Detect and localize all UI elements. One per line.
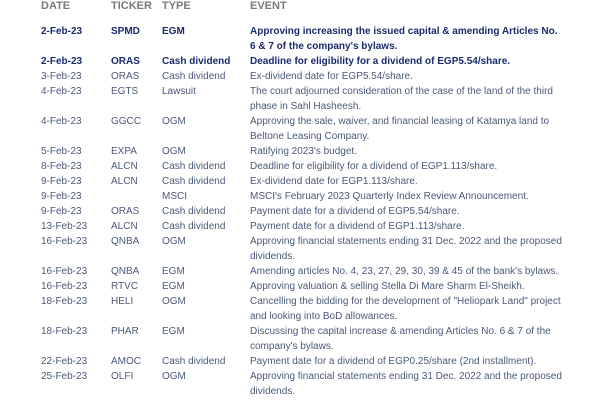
table-row (0, 174, 607, 189)
row-event: Approving the sale, waiver, and financial leasing of Katamya land to Beltone Leasing Company. (250, 116, 550, 142)
table-row (0, 54, 607, 69)
row-event: Discussing the capital increase & amending Articles No. 6 & 7 of the company's bylaws. (250, 326, 551, 352)
row-type: OGM (162, 296, 186, 307)
row-ticker: HELI (111, 296, 134, 307)
row-ticker: RTVC (111, 281, 139, 292)
row-ticker: ORAS (111, 206, 140, 217)
row-date: 4-Feb-23 (41, 116, 82, 127)
row-event: Payment date for a dividend of EGP1.113/share. (250, 221, 465, 232)
row-event: Ratifying 2023's budget. (250, 146, 357, 157)
header-event: EVENT (250, 0, 287, 12)
row-date: 8-Feb-23 (41, 161, 82, 172)
row-date: 5-Feb-23 (41, 146, 82, 157)
row-ticker: SPMD (111, 26, 140, 37)
row-date: 2-Feb-23 (41, 56, 83, 67)
row-ticker: EGTS (111, 86, 139, 97)
row-type: Cash dividend (162, 56, 231, 67)
table-row (0, 204, 607, 219)
row-event: MSCI's February 2023 Quarterly Index Review Announcement. (250, 191, 529, 202)
row-ticker: ALCN (111, 221, 138, 232)
row-ticker: QNBA (111, 236, 140, 247)
table-row (0, 294, 607, 324)
table-header (0, 0, 607, 14)
row-ticker: EXPA (111, 146, 137, 157)
row-type: MSCI (162, 191, 187, 202)
table-row (0, 369, 607, 399)
row-event: Payment date for a dividend of EGP0.25/share (2nd installment). (250, 356, 537, 367)
table-row (0, 264, 607, 279)
table-row (0, 324, 607, 354)
row-event: Approving financial statements ending 31 Dec. 2022 and the proposed dividends. (250, 236, 562, 262)
row-date: 2-Feb-23 (41, 26, 83, 37)
header-ticker: TICKER (111, 0, 152, 12)
row-type: Lawsuit (162, 86, 196, 97)
table-row (0, 114, 607, 144)
row-date: 16-Feb-23 (41, 281, 88, 292)
table-row (0, 189, 607, 204)
row-event: Amending articles No. 4, 23, 27, 29, 30, 39 & 45 of the bank's bylaws. (250, 266, 559, 277)
row-event: Approving financial statements ending 31 Dec. 2022 and the proposed dividends. (250, 371, 562, 397)
row-type: Cash dividend (162, 221, 226, 232)
row-type: Cash dividend (162, 206, 226, 217)
row-event: The court adjourned consideration of the case of the land of the third phase in Sahl Hasheesh. (250, 86, 553, 112)
row-type: Cash dividend (162, 71, 226, 82)
row-event: Ex-dividend date for EGP5.54/share. (250, 71, 413, 82)
row-event: Payment date for a dividend of EGP5.54/share. (250, 206, 460, 217)
row-type: EGM (162, 266, 185, 277)
header-date: DATE (41, 0, 71, 12)
row-type: Cash dividend (162, 176, 226, 187)
row-date: 9-Feb-23 (41, 176, 82, 187)
row-type: Cash dividend (162, 356, 226, 367)
row-date: 16-Feb-23 (41, 266, 88, 277)
row-event: Deadline for eligibility for a dividend of EGP5.54/share. (250, 56, 511, 67)
table-row (0, 69, 607, 84)
row-type: Cash dividend (162, 161, 226, 172)
row-type: EGM (162, 281, 185, 292)
row-ticker: QNBA (111, 266, 140, 277)
row-type: OGM (162, 146, 186, 157)
table-row (0, 234, 607, 264)
table-row (0, 84, 607, 114)
row-type: EGM (162, 26, 185, 37)
row-type: EGM (162, 326, 185, 337)
row-ticker: GGCC (111, 116, 141, 127)
row-date: 16-Feb-23 (41, 236, 88, 247)
row-date: 3-Feb-23 (41, 71, 82, 82)
row-ticker: ALCN (111, 176, 138, 187)
row-date: 9-Feb-23 (41, 206, 82, 217)
row-ticker: AMOC (111, 356, 141, 367)
row-date: 18-Feb-23 (41, 326, 88, 337)
row-date: 4-Feb-23 (41, 86, 82, 97)
row-date: 13-Feb-23 (41, 221, 88, 232)
table-row (0, 279, 607, 294)
row-ticker: PHAR (111, 326, 139, 337)
table-row (0, 354, 607, 369)
table-row (0, 24, 607, 54)
row-event: Deadline for eligibility for a dividend of EGP1.113/share. (250, 161, 498, 172)
row-date: 18-Feb-23 (41, 296, 88, 307)
table-row (0, 159, 607, 174)
row-ticker: ALCN (111, 161, 138, 172)
row-date: 9-Feb-23 (41, 191, 82, 202)
row-type: OGM (162, 116, 186, 127)
row-event: Approving increasing the issued capital & amending Articles No. 6 & 7 of the company's bylaws. (250, 26, 558, 52)
row-event: Approving valuation & selling Stella Di Mare Sharm El-Sheikh. (250, 281, 525, 292)
row-type: OGM (162, 236, 186, 247)
table-row (0, 219, 607, 234)
row-ticker: OLFI (111, 371, 134, 382)
row-type: OGM (162, 371, 186, 382)
row-ticker: ORAS (111, 56, 140, 67)
row-event: Ex-dividend date for EGP1.113/share. (250, 176, 418, 187)
table-row (0, 144, 607, 159)
row-ticker: ORAS (111, 71, 140, 82)
row-date: 22-Feb-23 (41, 356, 88, 367)
row-event: Cancelling the bidding for the development of "Heliopark Land" project and looking into BoD allowances. (250, 296, 561, 322)
row-date: 25-Feb-23 (41, 371, 88, 382)
header-type: TYPE (162, 0, 191, 12)
